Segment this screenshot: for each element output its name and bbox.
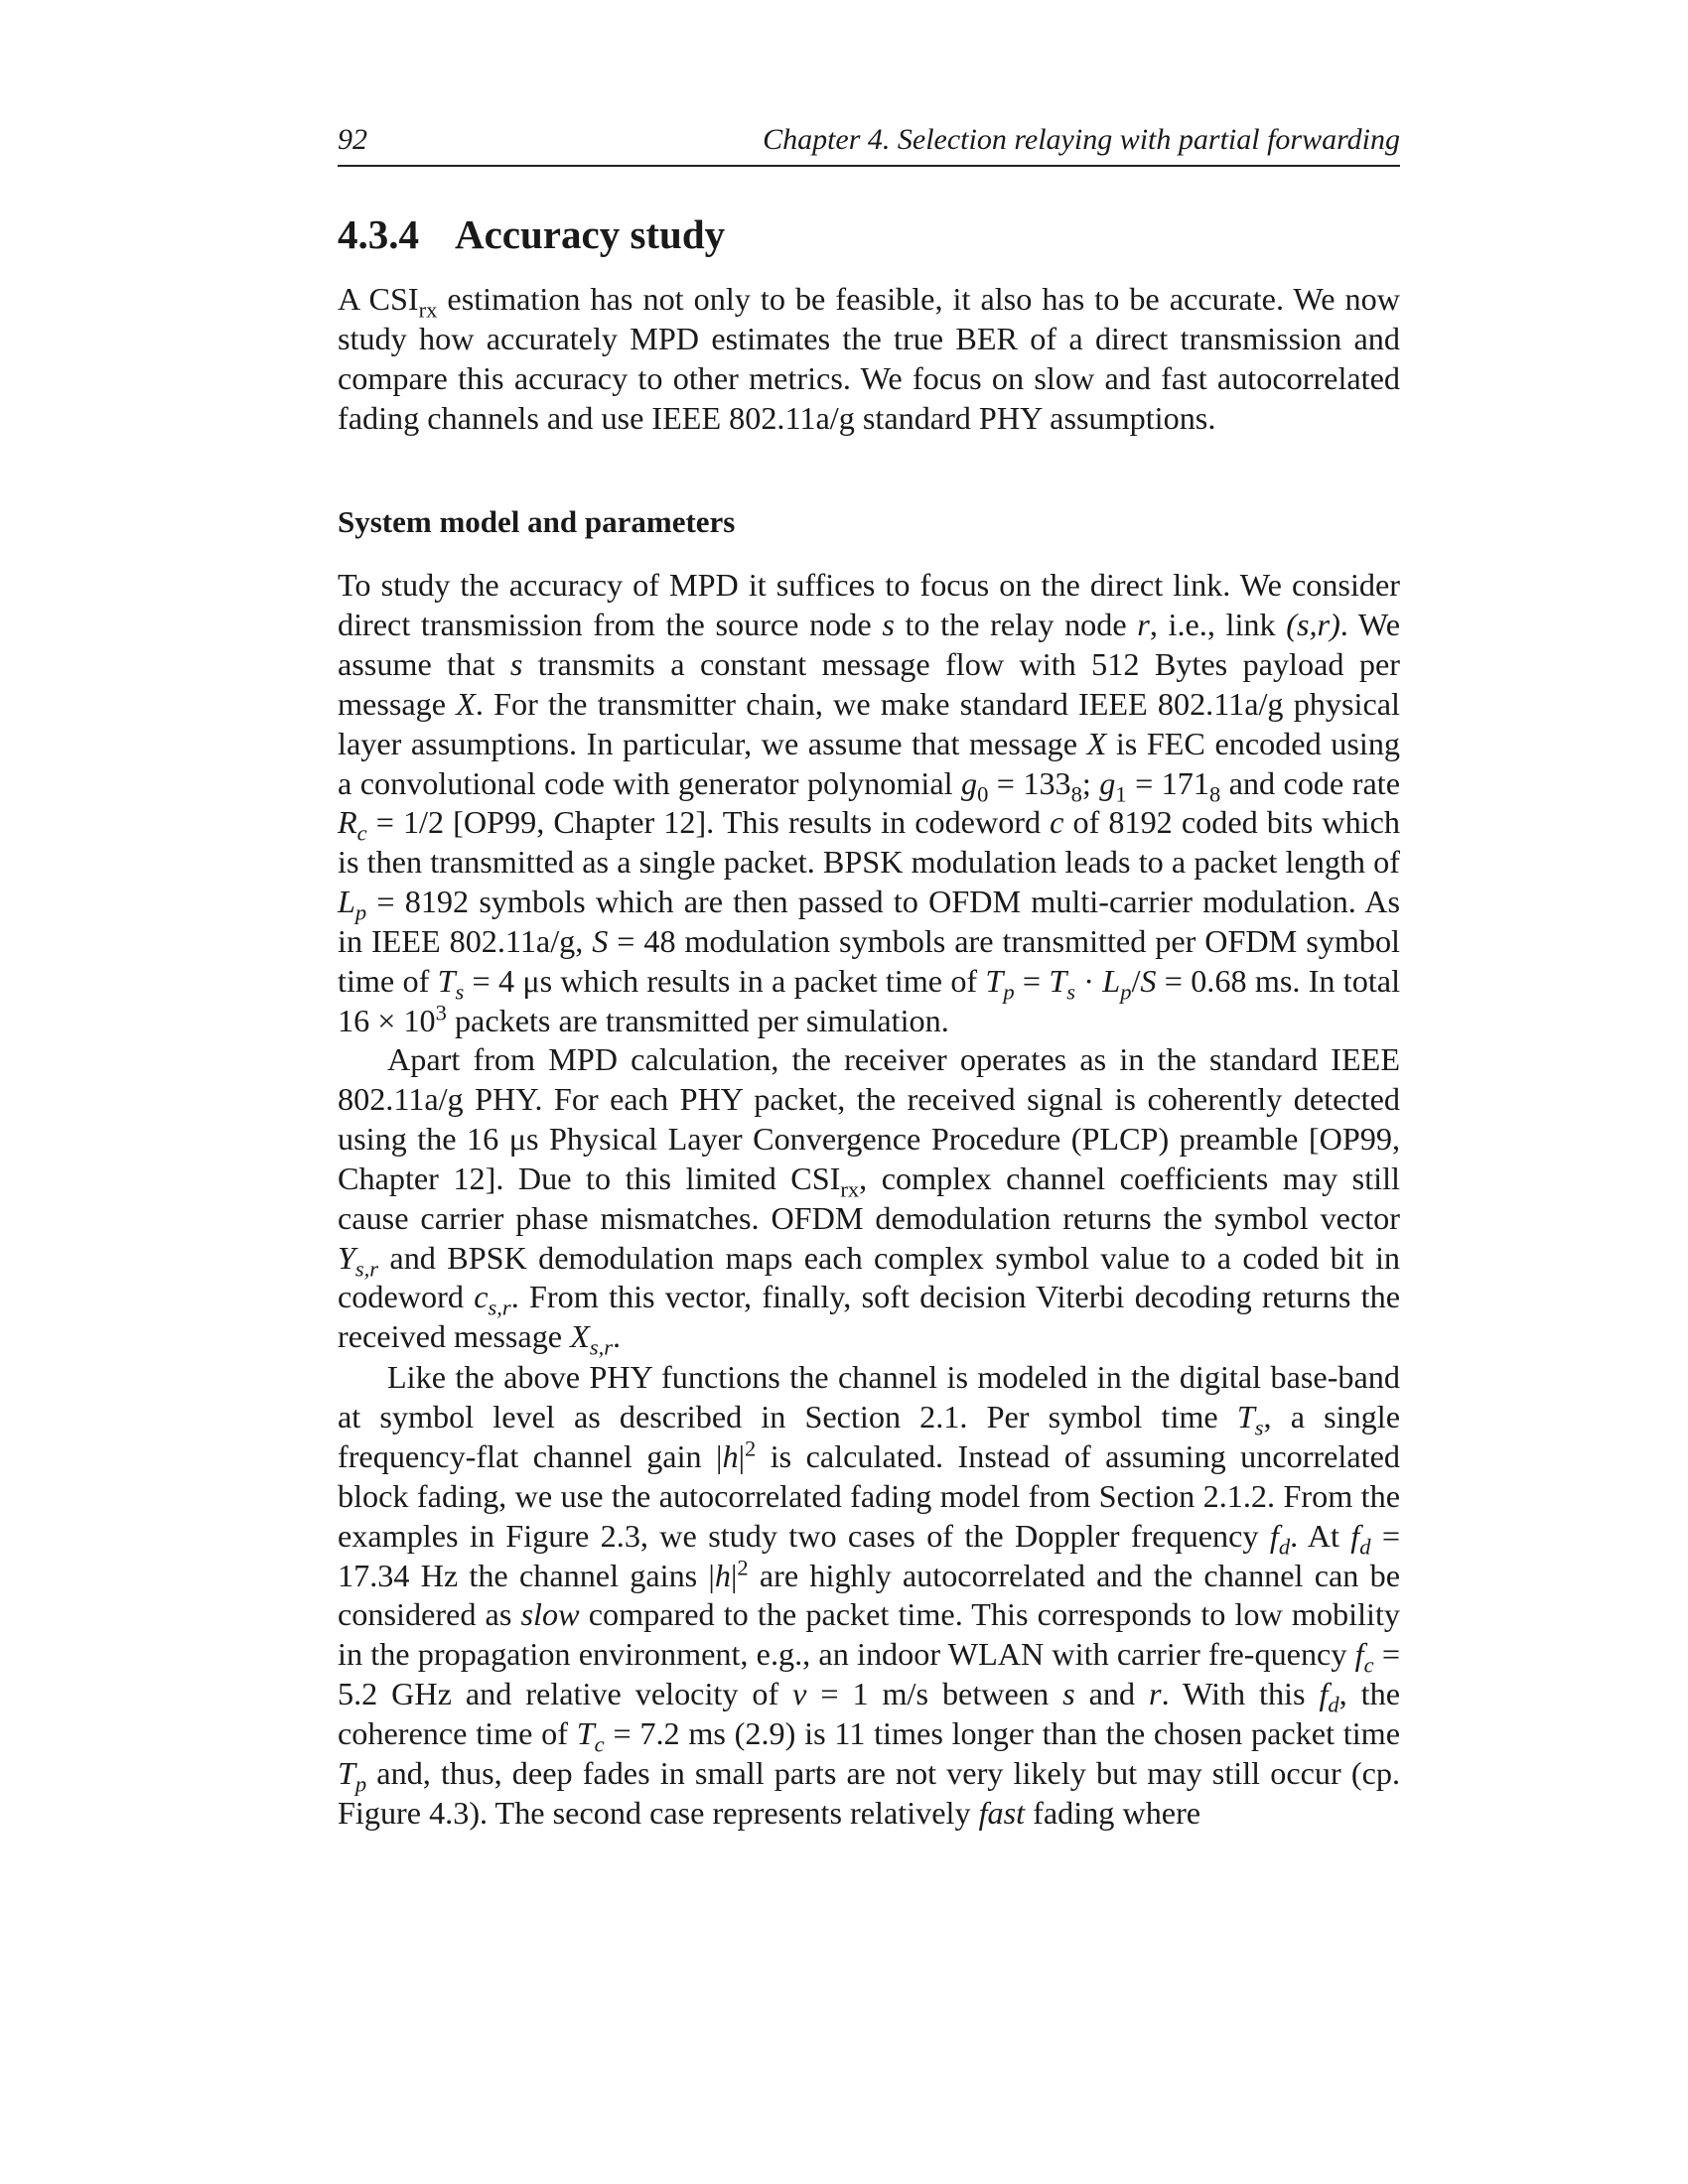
chapter-title: Chapter 4. Selection relaying with partial forwarding bbox=[763, 123, 1400, 156]
system-model-paragraph: To study the accuracy of MPD it suffices to focus on the direct link. We consider direct transmission from the source node s to the relay node r, i.e., link (s,r). We assume that s transmits a constant message flow with 512 Bytes payload per message X. For the transmitter chain, we make standard IEEE 802.11a/g physical layer assumptions. In particular, we assume that message X is FEC encoded using a convolutional code with generator polynomial $g_0 = 133_8$; $g_1 = 171_8$ and code rate $R_c = 1/2$ [OP99, Chapter 12]. This results in codeword c of 8192 coded bits which is then transmitted as a single packet. BPSK modulation leads to a packet length of $L_p = 8192$ symbols which are then passed to OFDM multi-carrier modulation. As in IEEE 802.11a/g, S = 48 modulation symbols are transmitted per OFDM symbol time of $T_s = 4$ μs which results in a packet time of $T_p = T_s \cdot L_p/S = 0.68$ ms. In total $16 \times 10^3$ packets are transmitted per simulation. bbox=[338, 567, 1401, 1038]
section-title: Accuracy study bbox=[455, 211, 726, 257]
page-number: 92 bbox=[338, 123, 367, 156]
intro-paragraph: A $CSI_{rx}$ estimation has not only to be feasible, it also has to be accurate. We now study how accurately MPD estimates the true BER of a direct transmission and compare this accuracy to other metrics. We focus on slow and fast autocorrelated fading channels and use IEEE 802.11a/g standard PHY assumptions. bbox=[338, 281, 1400, 436]
running-header bbox=[338, 121, 1400, 167]
section-heading bbox=[338, 210, 725, 258]
section-number: 4.3.4 bbox=[338, 211, 419, 257]
subsection-heading: System model and parameters bbox=[338, 504, 736, 539]
receiver-paragraph: Apart from MPD calculation, the receiver operates as in the standard IEEE 802.11a/g PHY. For each PHY packet, the received signal is coherently detected using the 16 μs Physical Layer Convergence Procedure (PLCP) preamble [OP99, Chapter 12]. Due to this limited $CSI_{rx}$, complex channel coefficients may still cause carrier phase mismatches. OFDM demodulation returns the symbol vector $Y_{s,r}$ and BPSK demodulation maps each complex symbol value to a coded bit in codeword $c_{s,r}$. From this vector, finally, soft decision Viterbi decoding returns the received message $X_{s,r}$. bbox=[338, 1041, 1400, 1360]
channel-model-paragraph: Like the above PHY functions the channel is modeled in the digital base-band at symbol level as described in Section 2.1. Per symbol time $T_s$, a single frequency-flat channel gain $|h|^2$ is calculated. Instead of assuming uncorrelated block fading, we use the autocorrelated fading model from Section 2.1.2. From the examples in Figure 2.3, we study two cases of the Doppler frequency $f_d$. At $f_d = 17.34$ Hz the channel gains $|h|^2$ are highly autocorrelated and the channel can be considered as slow compared to the packet time. This corresponds to low mobility in the propagation environment, e.g., an indoor WLAN with carrier fre-quency $f_c = 5.2$ GHz and relative velocity of v = 1 m/s between s and r. With this $f_d$, the coherence time of $T_c = 7.2$ ms (2.9) is 11 times longer than the chosen packet time $T_p$ and, thus, deep fades in small parts are not very likely but may still occur (cp. Figure 4.3). The second case represents relatively fast fading where bbox=[338, 1359, 1400, 1831]
